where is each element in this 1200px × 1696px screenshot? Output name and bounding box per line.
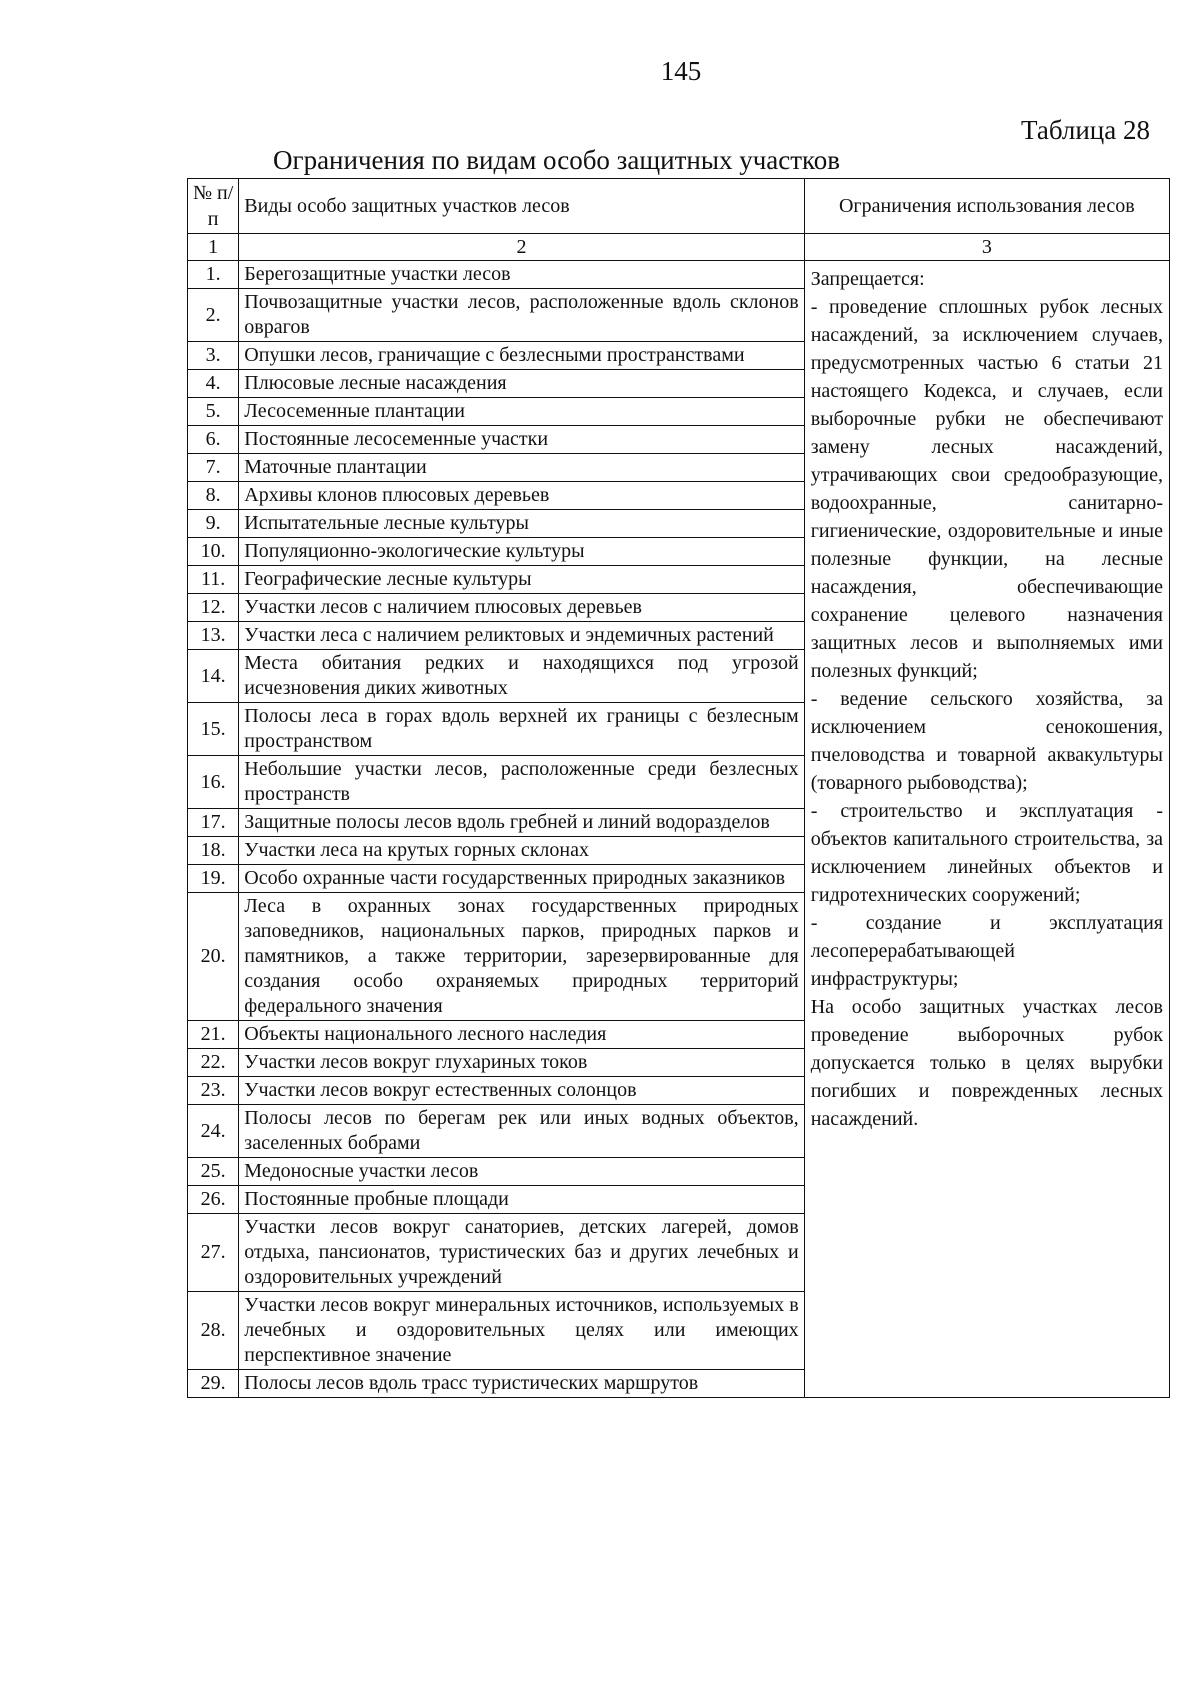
table-header-row (188, 179, 1170, 234)
area-type-text: Особо охранные части государственных природных заказников (244, 867, 786, 889)
area-type-cell (239, 1186, 804, 1214)
area-type-text: Участки леса с наличием реликтовых и эндемичных растений (244, 624, 774, 646)
area-type-text: Испытательные лесные культуры (244, 512, 529, 534)
area-type-text: Участки лесов вокруг глухариных токов (244, 1051, 588, 1073)
area-type-cell (239, 1214, 804, 1292)
row-number: 15. (188, 703, 239, 756)
row-number: 17. (188, 809, 239, 837)
area-type-text: Участки лесов вокруг естественных солонцов (244, 1079, 637, 1101)
area-type-text: Объекты национального лесного наследия (244, 1023, 607, 1045)
area-type-text: Маточные плантации (244, 456, 427, 478)
restriction-cell (804, 261, 1169, 1398)
restriction-paragraph: - ведение сельского хозяйства, за исключением сенокошения, пчеловодства и товарной аквакультуры (товарного рыбоводства); (810, 688, 1163, 794)
area-type-text: Постоянные пробные площади (244, 1188, 509, 1210)
area-type-text: Постоянные лесосеменные участки (244, 428, 549, 450)
column-index: 1 (188, 234, 239, 261)
row-number: 14. (188, 650, 239, 703)
column-index-row (188, 234, 1170, 261)
row-number: 11. (188, 566, 239, 594)
row-number: 10. (188, 538, 239, 566)
area-type-cell (239, 1049, 804, 1077)
area-type-cell (239, 622, 804, 650)
area-type-cell (239, 1158, 804, 1186)
column-index: 2 (239, 234, 804, 261)
restrictions-table-wrapper (187, 178, 1170, 1398)
area-type-cell (239, 865, 804, 893)
area-type-cell (239, 289, 804, 342)
row-number: 2. (188, 289, 239, 342)
column-index: 3 (804, 234, 1169, 261)
area-type-text: Небольшие участки лесов, расположенные среди безлесных пространств (244, 758, 799, 805)
area-type-text: Леса в охранных зонах государственных природных заповедников, национальных парков, природных парков и памятников, а также территории, зарезервированные для создания особо охраняемых природных территорий федерального значения (244, 895, 799, 1017)
row-number: 13. (188, 622, 239, 650)
table-label: Таблица 28 (1021, 115, 1150, 145)
area-type-text: Полосы лесов по берегам рек или иных водных объектов, заселенных бобрами (244, 1107, 799, 1154)
area-type-text: Опушки лесов, граничащие с безлесными пространствами (244, 344, 745, 366)
area-type-text: Полосы лесов вдоль трасс туристических маршрутов (244, 1372, 699, 1394)
area-type-text: Участки лесов вокруг минеральных источников, используемых в лечебных и оздоровительных целях или имеющих перспективное значение (244, 1294, 799, 1366)
area-type-cell (239, 566, 804, 594)
area-type-cell (239, 454, 804, 482)
area-type-text: Места обитания редких и находящихся под угрозой исчезновения диких животных (244, 652, 799, 699)
area-type-cell (239, 1021, 804, 1049)
row-number: 6. (188, 426, 239, 454)
restriction-paragraph: - создание и эксплуатация лесоперерабатывающей инфраструктуры; (810, 912, 1163, 990)
table-title: Ограничения по видам особо защитных участков (273, 145, 841, 175)
row-number: 21. (188, 1021, 239, 1049)
area-type-cell (239, 342, 804, 370)
header-num: № п/п (188, 179, 239, 234)
row-number: 24. (188, 1105, 239, 1158)
area-type-cell (239, 1105, 804, 1158)
row-number: 18. (188, 837, 239, 865)
area-type-text: Популяционно-экологические культуры (244, 540, 585, 562)
row-number: 3. (188, 342, 239, 370)
area-type-cell (239, 756, 804, 809)
area-type-text: Участки лесов вокруг санаториев, детских лагерей, домов отдыха, пансионатов, туристических баз и других лечебных и оздоровительных учреждений (244, 1216, 799, 1288)
area-type-text: Защитные полосы лесов вдоль гребней и линий водоразделов (244, 811, 770, 833)
row-number: 16. (188, 756, 239, 809)
row-number: 22. (188, 1049, 239, 1077)
area-type-cell (239, 510, 804, 538)
row-number: 9. (188, 510, 239, 538)
row-number: 19. (188, 865, 239, 893)
area-type-cell (239, 650, 804, 703)
row-number: 25. (188, 1158, 239, 1186)
row-number: 4. (188, 370, 239, 398)
area-type-text: Берегозащитные участки лесов (244, 263, 511, 285)
area-type-text: Почвозащитные участки лесов, расположенные вдоль склонов оврагов (244, 291, 799, 338)
restriction-paragraph: - строительство и эксплуатация - объектов капитального строительства, за исключением линейных объектов и гидротехнических сооружений; (810, 800, 1163, 906)
area-type-cell (239, 1370, 804, 1398)
row-number: 29. (188, 1370, 239, 1398)
restriction-paragraph: - проведение сплошных рубок лесных насаждений, за исключением случаев, предусмотренных частью 6 статьи 21 настоящего Кодекса, и случаев, если выборочные рубки не обеспечивают замену лесных насаждений, утрачивающих свои средообразующие, водоохранные, санитарно-гигиенические, оздоровительные и иные полезные функции, на лесные насаждения, обеспечивающие сохранение целевого назначения защитных лесов и выполняемых ими полезных функций; (810, 296, 1163, 682)
row-number: 27. (188, 1214, 239, 1292)
area-type-cell (239, 1077, 804, 1105)
row-number: 28. (188, 1292, 239, 1370)
restriction-paragraph: Запрещается: (810, 268, 925, 290)
area-type-cell (239, 893, 804, 1021)
header-type: Виды особо защитных участков лесов (239, 179, 804, 234)
area-type-cell (239, 261, 804, 289)
area-type-text: Географические лесные культуры (244, 568, 532, 590)
area-type-text: Медоносные участки лесов (244, 1160, 479, 1182)
area-type-text: Плюсовые лесные насаждения (244, 372, 507, 394)
restrictions-table (187, 178, 1170, 1398)
area-type-text: Архивы клонов плюсовых деревьев (244, 484, 550, 506)
area-type-cell (239, 594, 804, 622)
area-type-cell (239, 426, 804, 454)
row-number: 8. (188, 482, 239, 510)
header-restriction: Ограничения использования лесов (804, 179, 1169, 234)
page-number: 145 (660, 56, 702, 86)
row-number: 1. (188, 261, 239, 289)
restriction-paragraph: На особо защитных участках лесов проведение выборочных рубок допускается только в целях вырубки погибших и поврежденных лесных насаждений. (810, 996, 1163, 1130)
row-number: 7. (188, 454, 239, 482)
row-number: 12. (188, 594, 239, 622)
area-type-cell (239, 482, 804, 510)
area-type-cell (239, 538, 804, 566)
area-type-cell (239, 837, 804, 865)
area-type-cell (239, 703, 804, 756)
area-type-cell (239, 1292, 804, 1370)
row-number: 26. (188, 1186, 239, 1214)
area-type-cell (239, 370, 804, 398)
area-type-text: Лесосеменные плантации (244, 400, 465, 422)
area-type-text: Участки лесов с наличием плюсовых деревьев (244, 596, 642, 618)
row-number: 5. (188, 398, 239, 426)
table-row (188, 261, 1170, 289)
row-number: 20. (188, 893, 239, 1021)
area-type-text: Участки леса на крутых горных склонах (244, 839, 589, 861)
row-number: 23. (188, 1077, 239, 1105)
area-type-cell (239, 809, 804, 837)
area-type-cell (239, 398, 804, 426)
table-body (188, 234, 1170, 1398)
area-type-text: Полосы леса в горах вдоль верхней их границы с безлесным пространством (244, 705, 799, 752)
